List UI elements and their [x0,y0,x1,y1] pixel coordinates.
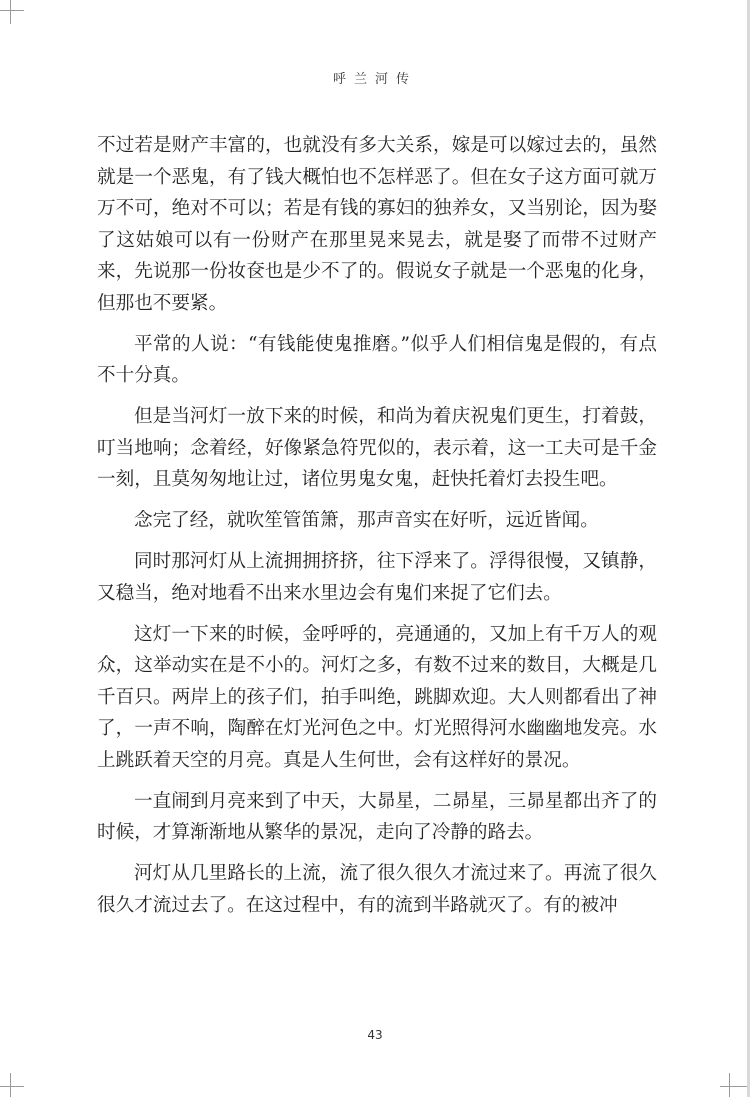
crop-mark [0,10,24,11]
paragraph: 平常的人说：“有钱能使鬼推磨。”似乎人们相信鬼是假的，有点不十分真。 [97,333,657,386]
crop-mark [720,1086,750,1087]
body-text [97,130,657,931]
crop-mark [10,0,11,24]
page-number: 43 [367,1028,383,1042]
paragraph: 不过若是财产丰富的，也就没有多大关系，嫁是可以嫁过去的，虽然就是一个恶鬼，有了钱大概怕也不怎样恶了。但在女子这方面可就万万不可，绝对不可以；若是有钱的寡妇的独养女，又当别论，因为娶了这姑娘可以有一份财产在那里晃来晃去，就是娶了而带不过财产来，先说那一份妆奁也是少不了的。假说女子就是一个恶鬼的化身，但那也不要紧。 [97,135,657,314]
paragraph: 河灯从几里路长的上流，流了很久很久才流过来了。再流了很久很久才流过去了。在这过程中，有的流到半路就灭了。有的被冲 [97,863,657,916]
paragraph: 这灯一下来的时候，金呼呼的，亮通通的，又加上有千万人的观众，这举动实在是不小的。河灯之多，有数不过来的数目，大概是几千百只。两岸上的孩子们，拍手叫绝，跳脚欢迎。大人则都看出了神了，一声不响，陶醉在灯光河色之中。灯光照得河水幽幽地发亮。水上跳跃着天空的月亮。真是人生何世，会有这样好的景况。 [97,623,657,771]
paragraph: 同时那河灯从上流拥拥挤挤，往下浮来了。浮得很慢，又镇静，又稳当，绝对地看不出来水里边会有鬼们来捉了它们去。 [97,551,657,604]
paragraph: 念完了经，就吹笙管笛箫，那声音实在好听，远近皆闻。 [134,510,599,531]
crop-mark [0,1086,24,1087]
running-title: 呼兰河传 [332,72,417,87]
crop-mark [10,1073,11,1097]
paragraph: 但是当河灯一放下来的时候，和尚为着庆祝鬼们更生，打着鼓，叮当地响；念着经，好像紧急符咒似的，表示着，这一工夫可是千金一刻，且莫匆匆地让过，诸位男鬼女鬼，赶快托着灯去投生吧。 [97,406,657,490]
paragraph: 一直闹到月亮来到了中天，大昴星，二昴星，三昴星都出齐了的时候，才算渐渐地从繁华的景况，走向了冷静的路去。 [97,790,657,843]
crop-mark [729,1073,730,1097]
